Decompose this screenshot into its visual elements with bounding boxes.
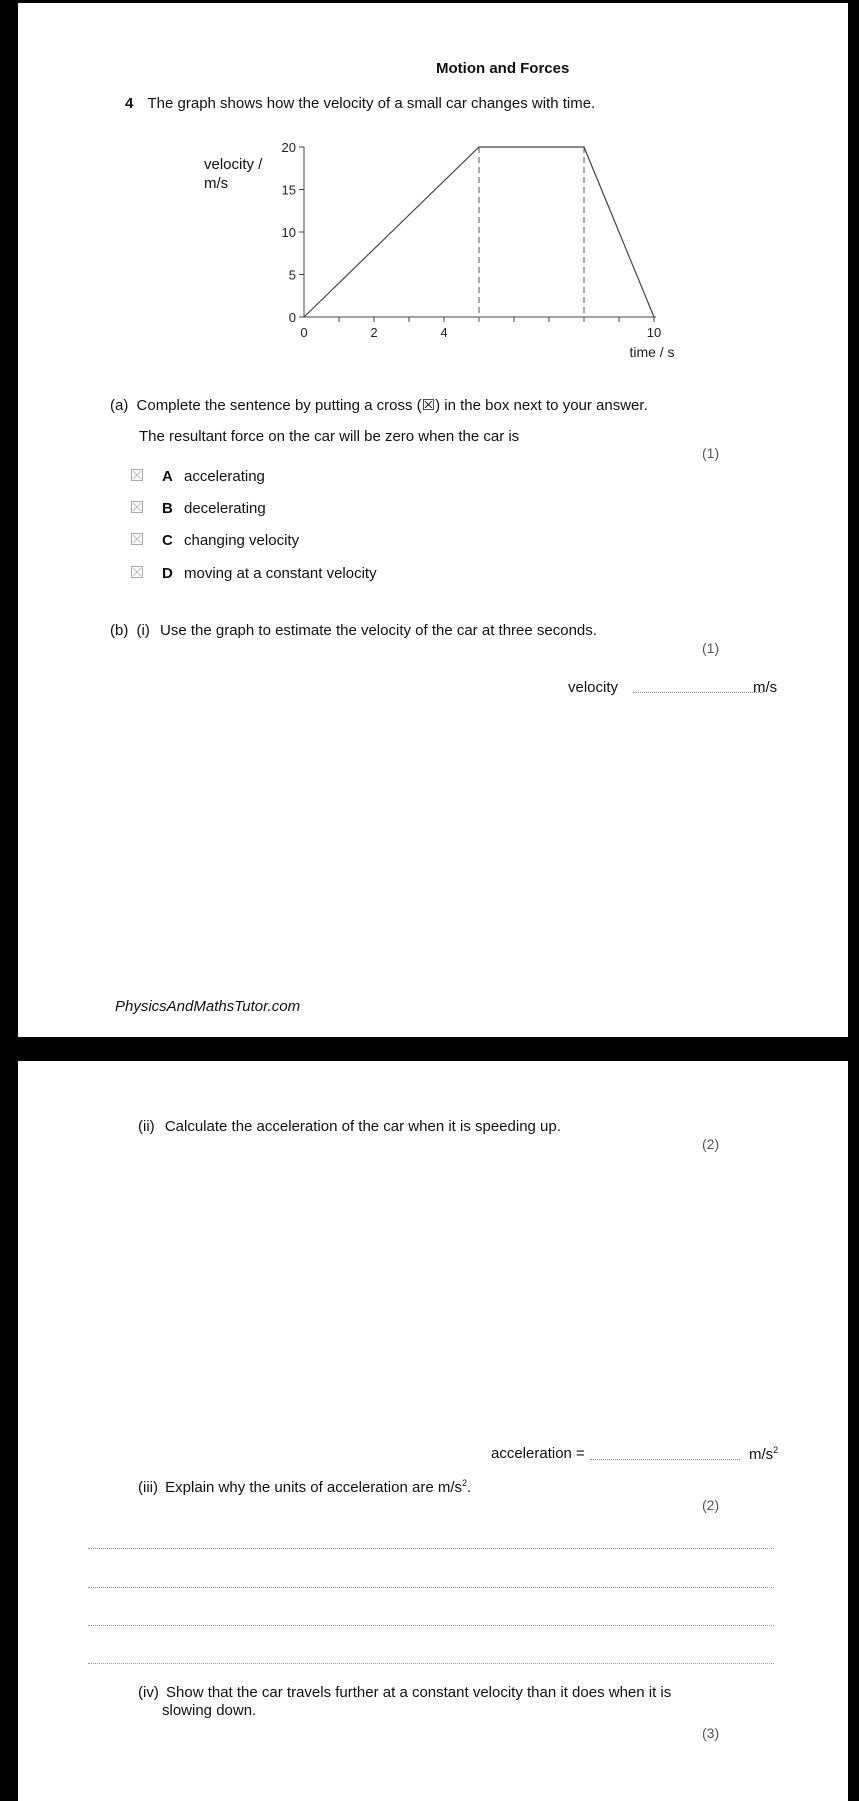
x-tick-label: 4 — [440, 325, 448, 340]
y-tick-label: 20 — [281, 140, 296, 155]
part-b-label: (b) — [110, 622, 129, 639]
acceleration-answer-line[interactable] — [590, 1459, 740, 1460]
option-b-text: decelerating — [184, 500, 266, 517]
part-b-iii-text: Explain why the units of acceleration are m/s — [165, 1479, 462, 1496]
y-tick-label: 10 — [281, 225, 296, 240]
velocity-unit: m/s — [753, 679, 778, 696]
page-1 — [18, 3, 848, 1037]
page-heading: Motion and Forces — [436, 60, 570, 77]
part-a-marks: (1) — [702, 445, 720, 461]
part-b-ii-label: (ii) — [138, 1118, 155, 1135]
part-b-iv-text-line1: Show that the car travels further at a constant velocity than it does when it is — [166, 1684, 672, 1701]
part-b-i-label: (i) — [136, 622, 150, 639]
graph-ylabel-line1: velocity / — [204, 156, 263, 173]
option-d-checkbox[interactable] — [131, 566, 143, 578]
part-b-iv-text-line2: slowing down. — [162, 1702, 257, 1719]
x-tick-label: 10 — [646, 325, 662, 340]
question-number: 4 — [125, 95, 134, 112]
answer-line-4[interactable] — [88, 1663, 774, 1664]
part-b-iv-label: (iv) — [138, 1684, 159, 1701]
option-b-letter: B — [162, 500, 173, 517]
part-a-instruction-text: Complete the sentence by putting a cross (☒) in the box next to your answer. — [136, 397, 648, 414]
part-b-iii-marks: (2) — [702, 1497, 720, 1513]
part-b-iii-text-end: . — [467, 1479, 472, 1496]
x-tick-label: 0 — [300, 325, 308, 340]
x-tick-label: 2 — [370, 325, 378, 340]
option-c-letter: C — [162, 532, 173, 549]
part-b-i-question — [110, 622, 597, 639]
x-axis-label: time / s — [629, 344, 675, 360]
acceleration-unit-sup: 2 — [773, 1445, 779, 1455]
part-b-i-marks: (1) — [702, 640, 720, 656]
part-a-label: (a) — [110, 397, 129, 414]
part-b-iii-label: (iii) — [138, 1479, 158, 1496]
option-a-text: accelerating — [184, 468, 265, 485]
answer-line-1[interactable] — [88, 1548, 774, 1549]
answer-line-2[interactable] — [88, 1587, 774, 1588]
velocity-time-graph — [18, 3, 848, 373]
question-intro-text: The graph shows how the velocity of a small car changes with time. — [147, 95, 596, 112]
acceleration-unit-text: m/s — [749, 1446, 774, 1463]
graph-ylabel-line2: m/s — [204, 175, 229, 192]
option-d-text: moving at a constant velocity — [184, 565, 377, 582]
footer-site: PhysicsAndMathsTutor.com — [115, 998, 301, 1015]
part-a-stem: The resultant force on the car will be zero when the car is — [139, 428, 520, 445]
part-b-iii-text-sup: 2 — [462, 1478, 468, 1488]
option-a-checkbox[interactable] — [131, 469, 143, 481]
option-d-letter: D — [162, 565, 173, 582]
option-c-checkbox[interactable] — [131, 533, 143, 545]
acceleration-answer-label: acceleration = — [491, 1445, 585, 1462]
part-a-instruction — [110, 396, 648, 414]
part-b-ii-marks: (2) — [702, 1136, 720, 1152]
part-b-i-text: Use the graph to estimate the velocity of the car at three seconds. — [160, 622, 597, 639]
velocity-answer-label: velocity — [568, 679, 619, 696]
option-b-checkbox[interactable] — [131, 501, 143, 513]
option-a-letter: A — [162, 468, 173, 485]
acceleration-unit — [749, 1445, 778, 1463]
y-tick-label: 0 — [288, 310, 296, 325]
part-b-iii-question — [138, 1478, 471, 1496]
part-b-iv-question — [138, 1684, 671, 1701]
page-2 — [18, 1061, 848, 1801]
answer-line-3[interactable] — [88, 1625, 774, 1626]
y-tick-label: 5 — [288, 267, 296, 283]
part-b-ii-question — [138, 1118, 561, 1135]
y-tick-label: 15 — [281, 182, 296, 198]
part-b-iv-marks: (3) — [702, 1725, 720, 1741]
option-c-text: changing velocity — [184, 532, 300, 549]
velocity-answer-line[interactable] — [633, 692, 763, 693]
part-b-ii-text: Calculate the acceleration of the car when it is speeding up. — [164, 1118, 561, 1135]
